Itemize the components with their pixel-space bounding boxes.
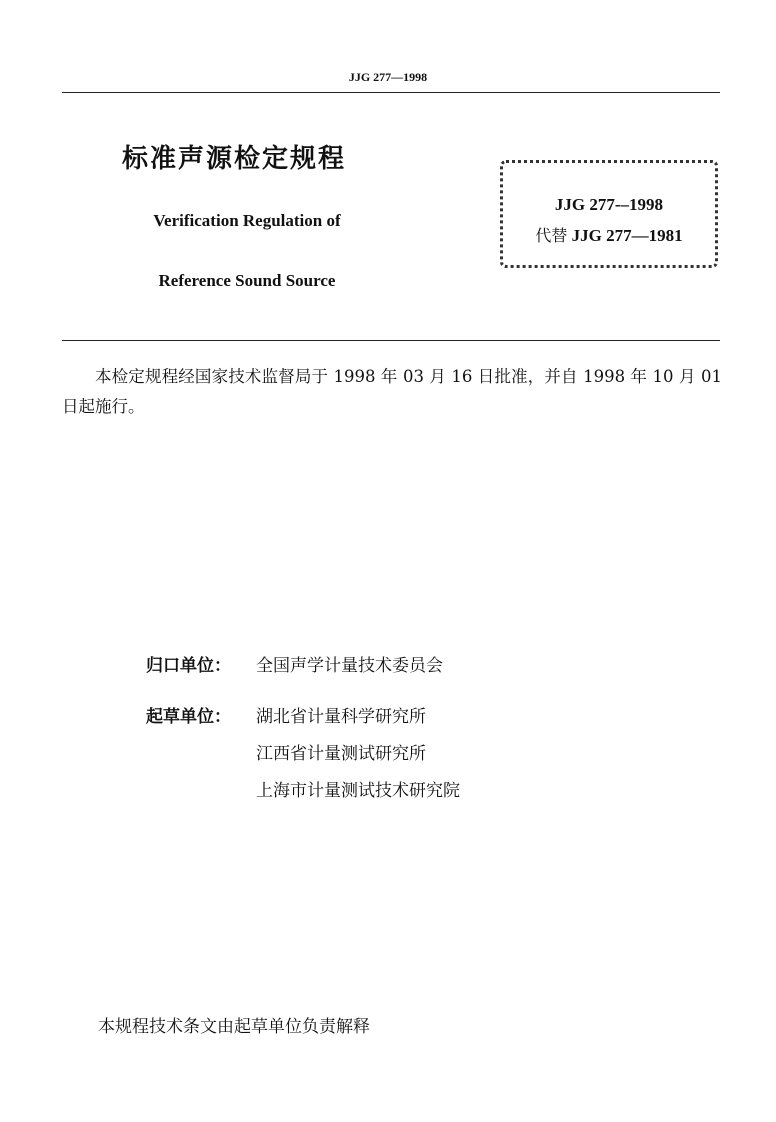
title-english-line-2: Reference Sound Source: [158, 271, 336, 290]
header-document-code: JJG 277—1998: [348, 70, 428, 84]
code-box-current-code: JJG 277-–1998: [554, 195, 664, 214]
responsible-unit-label: 归口单位：: [146, 656, 231, 676]
interpretation-note: 本规程技术条文由起草单位负责解释: [98, 1017, 370, 1037]
drafting-unit-value: 江西省计量测试研究所: [256, 744, 426, 764]
title-chinese: 标准声源检定规程: [122, 144, 347, 174]
drafting-unit-label: 起草单位：: [146, 707, 231, 727]
code-box-replaces-line: [503, 223, 715, 246]
title-english-line-1: Verification Regulation of: [153, 211, 341, 230]
replaced-code: JJG 277—1981: [571, 226, 683, 245]
drafting-unit-value: 上海市计量测试技术研究院: [256, 781, 460, 801]
section-divider: [62, 340, 720, 341]
responsible-unit-value: 全国声学计量技术委员会: [256, 656, 443, 676]
header-divider: [62, 92, 720, 93]
replaces-label: 代替: [535, 226, 568, 245]
code-box: [500, 160, 718, 268]
drafting-unit-value: 湖北省计量科学研究所: [256, 707, 426, 727]
approval-paragraph: 本检定规程经国家技术监督局于 1998 年 03 月 16 日批准，并自 1998 年 10 月 01 日起施行。: [62, 367, 722, 416]
